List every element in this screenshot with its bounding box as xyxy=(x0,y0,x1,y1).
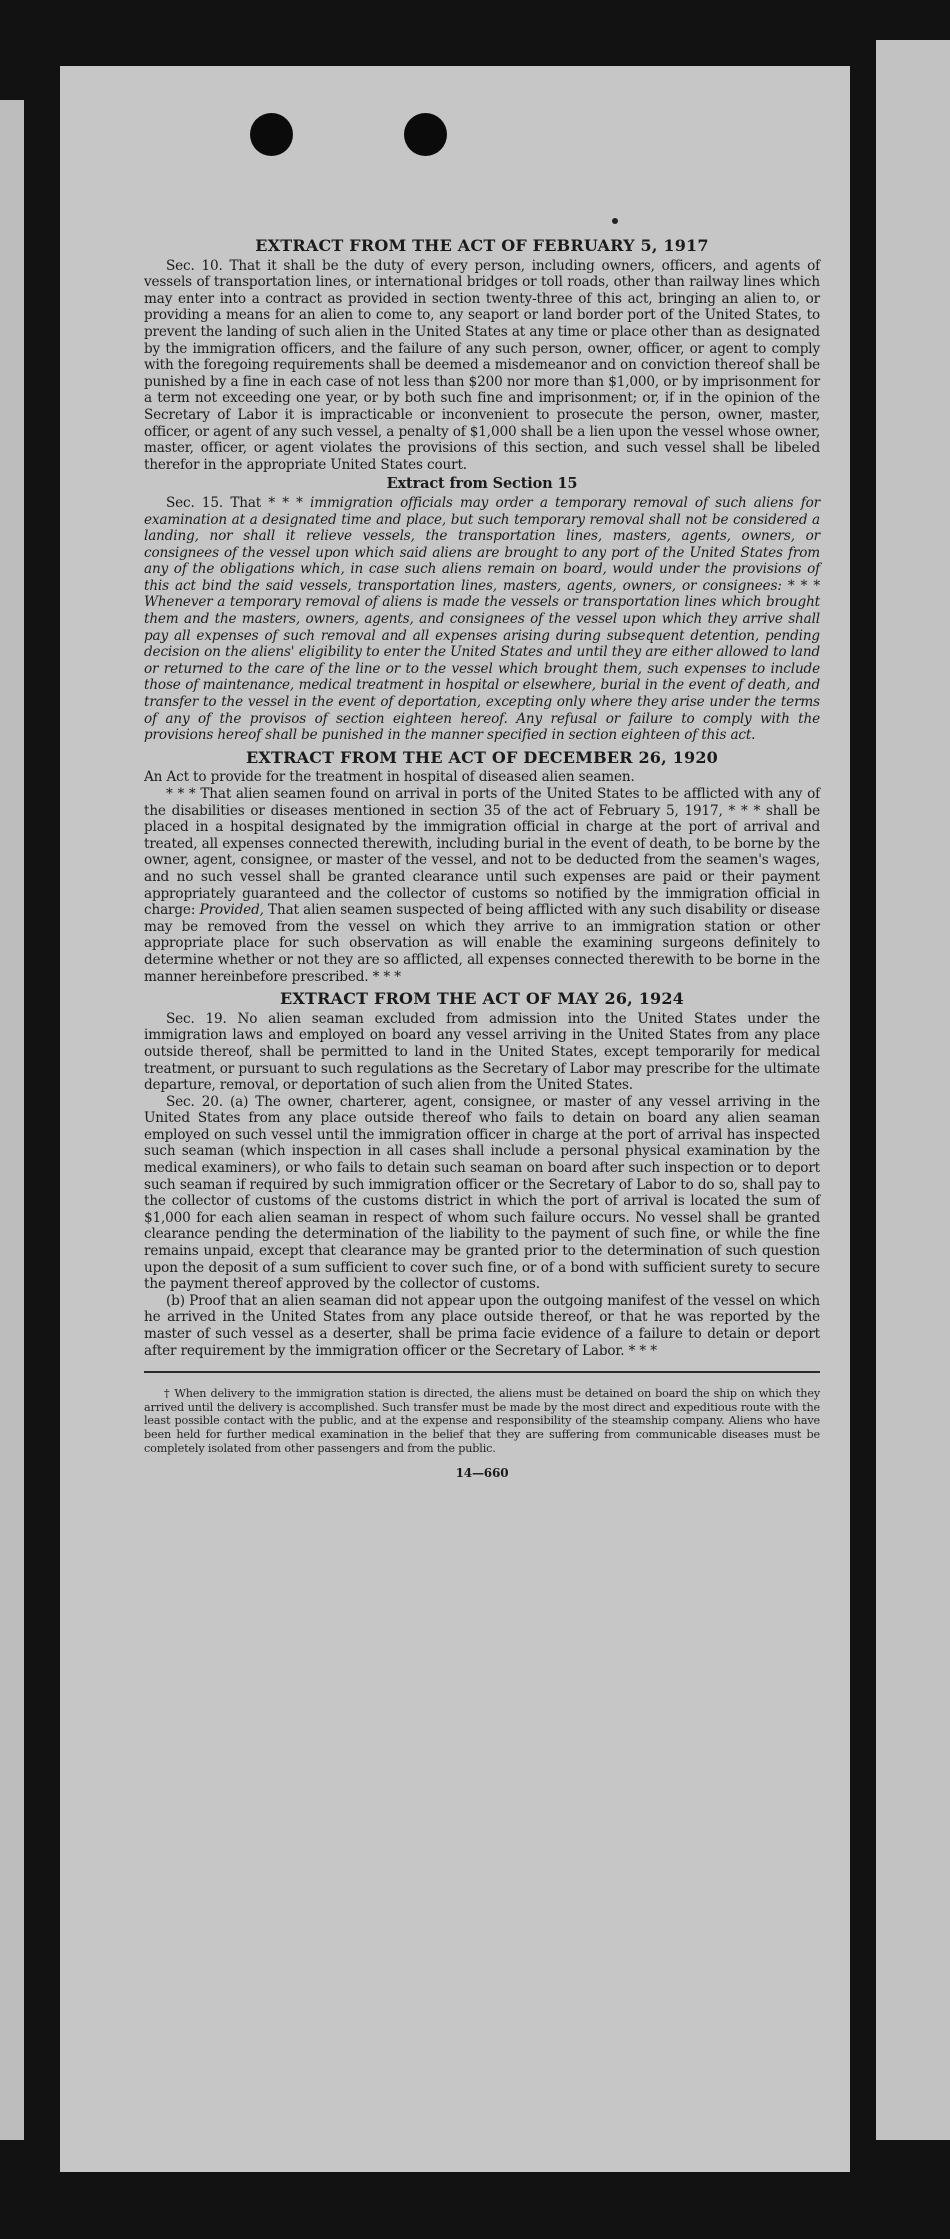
section-15-italic-text: immigration officials may order a temporary removal of such aliens for examination at a designated time and place, but such temporary removal shall not be considered a landing, nor shall it relieve vessels, the transportation lines, masters, agents, owners, or consignees of the vessel upon which said aliens are brought to any port of the United States from any of the obligations which, in case such aliens remain on board, would under the provisions of this act bind the said vessels, transportation lines, masters, agents, owners, or consignees: * * * Whenever a temporary removal of aliens is made the vessels or transportation lines which brought them and the masters, owners, agents, and consignees of the vessel upon which they arrive shall pay all expenses of such removal and all expenses arising during subsequent detention, pending decision on the aliens' eligibility to enter the United States and until they are either allowed to land or returned to the care of the line or to the vessel which brought them, such expenses to include those of maintenance, medical treatment in hospital or elsewhere, burial in the event of death, and transfer to the vessel in the event of deportation, excepting only where they arise under the terms of any of the provisos of section eighteen hereof. Any refusal or failure to comply with the provisions hereof shall be punished in the manner specified in section eighteen of this act. xyxy=(144,494,820,744)
act-1920-intro: An Act to provide for the treatment in hospital of diseased alien seamen. xyxy=(144,769,635,786)
section-20a-paragraph: Sec. 20. (a) The owner, charterer, agent, consignee, or master of any vessel arriving in the United States from any place outside thereof who fails to detain on board any alien seaman employed on such vessel until the immigration officer in charge at the port of arrival has inspected such seaman (which inspection in all cases shall include a personal physical examination by the medical examiners), or who fails to detain such seaman on board after such inspection or to deport such seaman if required by such immigration officer or the Secretary of Labor to do so, shall pay to the collector of customs of the customs district in which the port of arrival is located the sum of $1,000 for each alien seaman in respect of whom such failure occurs. No vessel shall be granted clearance pending the determination of the liability to the payment of such fine, or while the fine remains unpaid, except that clearance may be granted prior to the determination of such question upon the deposit of a sum sufficient to cover such fine, or of a bond with sufficient surety to secure the payment thereof approved by the collector of customs. xyxy=(144,1093,820,1293)
document-body xyxy=(144,234,820,1482)
punch-hole xyxy=(250,113,293,156)
act-1920-text-a: * * * That alien seamen found on arrival in ports of the United States to be afflicted with any of the disabilities or diseases mentioned in section 35 of the act of February 5, 1917, * * * shall be placed in a hospital designated by the immigration official in charge at the port of arrival and treated, all expenses connected therewith, including burial in the event of death, to be borne by the owner, agent, consignee, or master of the vessel, and not to be deducted from the seamen's wages, and no such vessel shall be granted clearance until such expenses are paid or their payment appropriately guaranteed and the collector of customs so notified by the immigration official in charge: xyxy=(144,786,820,919)
section-20b-paragraph: (b) Proof that an alien seaman did not appear upon the outgoing manifest of the vessel on which he arrived in the United States from any place outside thereof, or that he was reported by the master of such vessel as a deserter, shall be prima facie evidence of a failure to detain or deport after requirement by the immigration officer or the Secretary of Labor. * * * xyxy=(144,1292,820,1359)
section-15-paragraph xyxy=(144,495,820,744)
section-15-subheading: Extract from Section 15 xyxy=(386,475,578,493)
footnote-text: † When delivery to the immigration station is directed, the aliens must be detained on board the ship on which they arrived until the delivery is accomplished. Such transfer must be made by the most direct and expeditious route with the least possible contact with the public, and at the expense and responsibility of the steamship company. Aliens who have been held for further medical examination in the belief that they are suffering from communicable diseases must be completely isolated from other passengers and from the public. xyxy=(144,1387,820,1455)
section-heading-1924: EXTRACT FROM THE ACT OF MAY 26, 1924 xyxy=(279,989,685,1009)
section-heading-1917: EXTRACT FROM THE ACT OF FEBRUARY 5, 1917 xyxy=(255,236,709,255)
section-heading-1920: EXTRACT FROM THE ACT OF DECEMBER 26, 1920 xyxy=(245,747,719,767)
act-1920-proviso: Provided, xyxy=(199,902,264,919)
section-19-paragraph: Sec. 19. No alien seaman excluded from admission into the United States under the immigration laws and employed on board any vessel arriving in the United States from any place outside thereof, shall be permitted to land in the United States, except temporarily for medical treatment, or pursuant to such regulations as the Secretary of Labor may prescribe for the ultimate departure, removal, or deportation of such alien from the United States. xyxy=(144,1010,820,1094)
adjacent-page-right xyxy=(876,40,950,2140)
section-10-paragraph: Sec. 10. That it shall be the duty of every person, including owners, officers, and agents of vessels of transportation lines, or international bridges or toll roads, other than railway lines which may enter into a contract as provided in section twenty-three of this act, bringing an alien to, or providing a means for an alien to come to, any seaport or land border port of the United States, to prevent the landing of such alien in the United States at any time or place other than as designated by the immigration officers, and the failure of any such person, owner, officer, or agent to comply with the foregoing requirements shall be deemed a misdemeanor and on conviction thereof shall be punished by a fine in each case of not less than $200 nor more than $1,000, or by imprisonment for a term not exceeding one year, or by both such fine and imprisonment; or, if in the opinion of the Secretary of Labor it is impracticable or inconvenient to prosecute the person, owner, master, officer, or agent of any such vessel, a penalty of $1,000 shall be a lien upon the vessel whose owner, master, officer, or agent violates the provisions of this section, and such vessel shall be libeled therefor in the appropriate United States court. xyxy=(144,257,821,473)
footnote xyxy=(144,1387,820,1455)
section-15-lead: Sec. 15. That * * * xyxy=(166,494,310,511)
punch-hole xyxy=(404,113,447,156)
document-page xyxy=(60,66,850,2172)
act-1920-paragraph xyxy=(144,786,820,985)
adjacent-page-left xyxy=(0,100,24,2140)
ink-dot xyxy=(612,218,618,224)
act-1920-text-b: That alien seamen suspected of being afflicted with any such disability or disease may be removed from the vessel on which they arrive to an immigration station or other appropriate place for such observation as will enable the examining surgeons definitely to determine whether or not they are so afflicted, all expenses connected therewith to be borne in the manner hereinbefore prescribed. * * * xyxy=(144,902,820,985)
form-number: 14—660 xyxy=(455,1466,509,1481)
divider-rule xyxy=(144,1371,820,1373)
